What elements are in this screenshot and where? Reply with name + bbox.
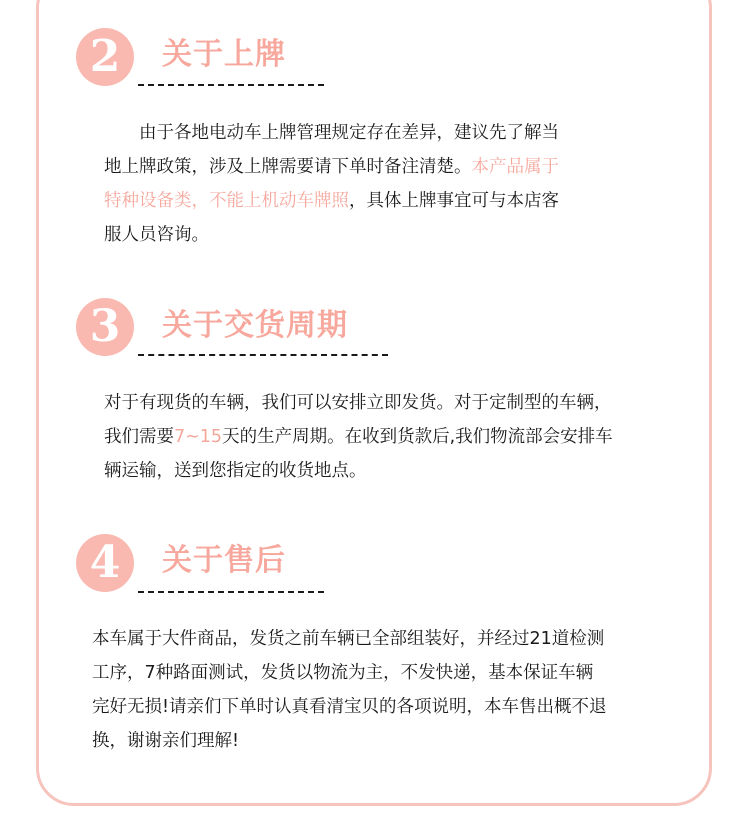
highlighted-text: 特种设备类，不能上机动车牌照: [104, 191, 349, 211]
section-number-badge: 3: [76, 298, 134, 356]
body-text: 对于有现货的车辆，我们可以安排立即发货。对于定制型的车辆，: [104, 393, 612, 413]
body-text: 地上牌政策，涉及上牌需要请下单时备注清楚。: [104, 157, 472, 177]
highlighted-text: 本产品属于: [471, 157, 559, 177]
section-paragraph: [104, 386, 613, 488]
section-number-badge: 2: [76, 28, 134, 86]
body-text: 换，谢谢亲们理解!: [92, 731, 240, 751]
body-text: 辆运输，送到您指定的收货地点。: [104, 461, 367, 481]
section-title: 关于售后: [162, 543, 286, 578]
body-text: 天的生产周期。在收到货款后,我们物流部会安排车: [222, 427, 613, 447]
section-title-underline: [138, 84, 324, 86]
body-text: 服人员咨询。: [104, 225, 209, 245]
section-title-underline: [138, 591, 324, 593]
highlighted-text: 7~15: [174, 427, 223, 447]
paragraph-line: [92, 656, 607, 690]
paragraph-line: [104, 116, 559, 150]
body-text: 本车属于大件商品，发货之前车辆已全部组装好，并经过21道检测: [92, 629, 605, 649]
section-paragraph: [104, 116, 559, 252]
body-text: 由于各地电动车上牌管理规定存在差异，建议先了解当: [104, 123, 559, 143]
paragraph-line: [104, 184, 559, 218]
body-text: 我们需要: [104, 427, 174, 447]
body-text: 工序，7种路面测试，发货以物流为主，不发快递，基本保证车辆: [92, 663, 594, 683]
paragraph-line: [104, 218, 559, 252]
paragraph-line: [92, 690, 607, 724]
body-text: 完好无损!请亲们下单时认真看清宝贝的各项说明，本车售出概不退: [92, 697, 607, 717]
section-title: 关于交货周期: [162, 308, 348, 343]
paragraph-line: [92, 622, 607, 656]
section-title: 关于上牌: [162, 37, 286, 72]
paragraph-line: [92, 724, 607, 758]
paragraph-line: [104, 454, 613, 488]
paragraph-line: [104, 386, 613, 420]
section-paragraph: [92, 622, 607, 758]
paragraph-line: [104, 420, 613, 454]
section-number-badge: 4: [76, 534, 134, 592]
paragraph-line: [104, 150, 559, 184]
section-title-underline: [138, 354, 388, 356]
body-text: ，具体上牌事宜可与本店客: [349, 191, 559, 211]
